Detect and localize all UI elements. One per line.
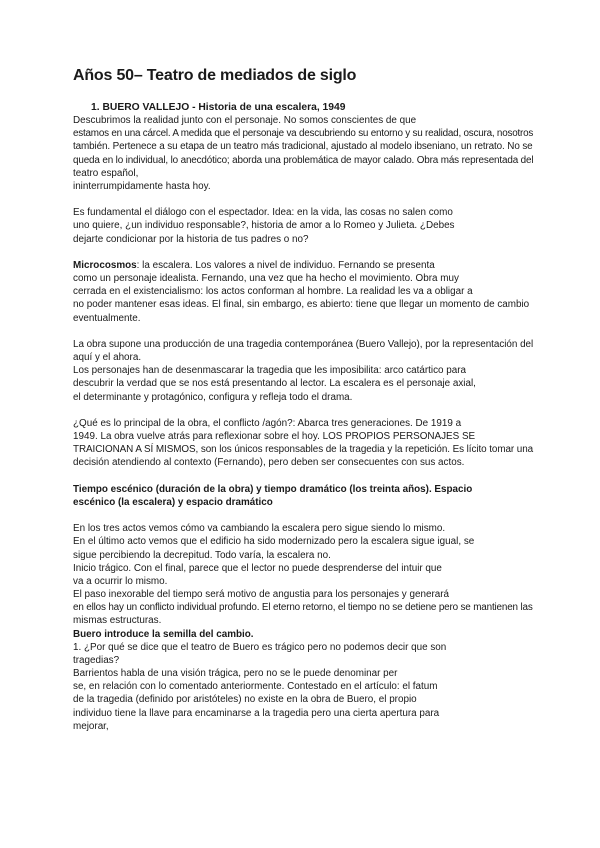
paragraph-line: TRAICIONAN A SÍ MISMOS, son los únicos responsables de la tragedia y la repetición. Es lícito tomar una (73, 444, 534, 456)
paragraph-line: teatro español, (73, 167, 139, 179)
paragraph-line: Barrientos habla de una visión trágica, pero no se le puede denominar per (73, 668, 398, 680)
paragraph-line: de la tragedia (definido por aristóteles) no existe en la obra de Buero, el propio (73, 694, 417, 706)
paragraph-line: La obra supone una producción de una tragedia contemporánea (Buero Vallejo), por la representación del (73, 338, 534, 350)
paragraph-line: se, en relación con lo comentado anteriormente. Contestado en el artículo: el fatum (73, 681, 438, 693)
paragraph-line: El paso inexorable del tiempo será motivo de angustia para los personajes y generará (73, 589, 450, 601)
paragraph-line: no poder mantener esas ideas. El final, sin embargo, es abierto: tiene que llegar un momento de cambio (73, 299, 530, 311)
paragraph-line: como un personaje idealista. Fernando, una vez que ha hecho el movimiento. Obra muy (73, 273, 459, 285)
paragraph-line: cerrada en el existencialismo: los actos conforman al hombre. La realidad les va a obligar a (73, 286, 473, 298)
paragraph-line: estamos en una cárcel. A medida que el personaje va descubriendo su entorno y su realidad, oscura, nosotros (73, 128, 534, 140)
paragraph-line: ininterrumpidamente hasta hoy. (73, 180, 211, 192)
section-heading: 1. BUERO VALLEJO - Historia de una escalera, 1949 (91, 102, 346, 113)
paragraph-line: En los tres actos vemos cómo va cambiando la escalera pero sigue siendo lo mismo. (73, 523, 446, 535)
paragraph-line: queda en lo individual, lo anecdótico; aborda una problemática de mayor calado. Obra más representada del (73, 154, 534, 166)
subheading-line: Tiempo escénico (duración de la obra) y tiempo dramático (los treinta años). Espacio (73, 483, 473, 495)
paragraph-line: decisión atendiendo al contexto (Fernando), pero deben ser consecuentes con sus actos. (73, 457, 465, 469)
paragraph-text: : la escalera. Los valores a nivel de individuo. Fernando se presenta (136, 259, 435, 271)
paragraph-line: aquí y el ahora. (73, 352, 142, 364)
paragraph-line: el determinante y protagónico, configura y refleja todo el drama. (73, 391, 353, 403)
paragraph-line: mismas estructuras. (73, 615, 162, 627)
paragraph-line: Es fundamental el diálogo con el espectador. Idea: en la vida, las cosas no salen como (73, 207, 453, 219)
bold-statement: Buero introduce la semilla del cambio. (73, 628, 254, 640)
paragraph-line: uno quiere, ¿un individuo responsable?, historia de amor a lo Romeo y Julieta. ¿Debes (73, 220, 455, 232)
document-body (73, 114, 533, 733)
paragraph-line: En el último acto vemos que el edificio ha sido modernizado pero la escalera sigue igual, se (73, 536, 475, 548)
paragraph-line: tragedias? (73, 654, 120, 666)
paragraph-line: individuo tiene la llave para encaminarse a la tragedia pero una cierta apertura para (73, 707, 440, 719)
paragraph-line: 1. ¿Por qué se dice que el teatro de Buero es trágico pero no podemos decir que son (73, 641, 447, 653)
paragraph-line: en ellos hay un conflicto individual profundo. El eterno retorno, el tiempo no se detiene pero se mantienen las (73, 602, 533, 614)
page-title: Años 50– Teatro de mediados de siglo (73, 67, 357, 84)
paragraph-line: mejorar, (73, 720, 109, 732)
bold-term: Microcosmos (73, 259, 137, 271)
paragraph-line: va a ocurrir lo mismo. (73, 575, 168, 587)
paragraph-line: eventualmente. (73, 312, 141, 324)
paragraph-line: 1949. La obra vuelve atrás para reflexionar sobre el hoy. LOS PROPIOS PERSONAJES SE (73, 431, 476, 443)
paragraph-line: dejarte condicionar por la historia de tus padres o no? (73, 233, 309, 245)
paragraph-line: Inicio trágico. Con el final, parece que el lector no puede desprenderse del intuir que (73, 562, 442, 574)
paragraph-line: sigue percibiendo la decrepitud. Todo varía, la escalera no. (73, 549, 331, 561)
paragraph-line: Los personajes han de desenmascarar la tragedia que les imposibilita: arco catártico para (73, 365, 467, 377)
paragraph-line: ¿Qué es lo principal de la obra, el conflicto /agón?: Abarca tres generaciones. De 1919 a (73, 417, 462, 429)
paragraph-line (73, 259, 533, 272)
paragraph-line: Descubrimos la realidad junto con el personaje. No somos conscientes de que (73, 115, 417, 126)
subheading-line: escénico (la escalera) y espacio dramático (73, 496, 273, 508)
paragraph-line: descubrir la verdad que se nos está presentando al lector. La escalera es el personaje axial, (73, 378, 476, 390)
paragraph-line: también. Pertenece a su etapa de un teatro más tradicional, ajustado al modelo ibseniano, un retrato. No se (73, 141, 533, 153)
